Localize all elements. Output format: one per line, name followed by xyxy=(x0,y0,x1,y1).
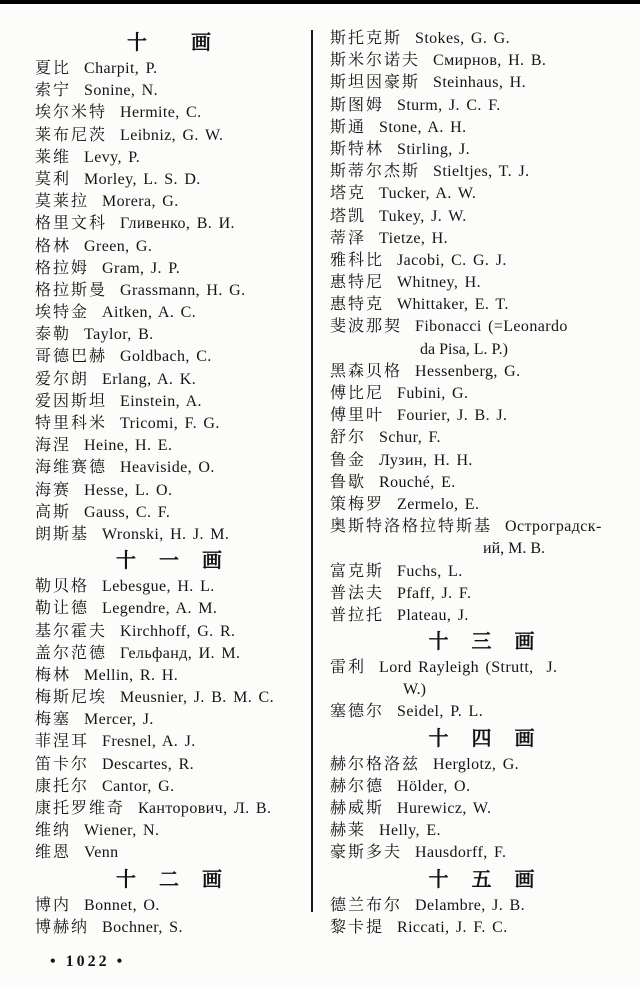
western-name: Tricomi, F. G. xyxy=(120,415,220,432)
index-entry xyxy=(35,435,305,457)
chinese-name: 格林 xyxy=(35,237,72,255)
index-entry xyxy=(330,820,635,842)
western-name: Lord Rayleigh (Strutt, J. xyxy=(379,659,558,677)
chinese-name: 黎卡提 xyxy=(330,918,385,936)
chinese-name: 塔凯 xyxy=(330,207,367,225)
index-entry xyxy=(35,621,305,643)
entry-continuation-line: da Pisa, L. P.) xyxy=(420,340,508,358)
chinese-name: 埃尔米特 xyxy=(35,104,108,122)
chinese-name: 鲁歇 xyxy=(330,473,367,491)
index-column-left xyxy=(35,28,305,939)
chinese-name: 维纳 xyxy=(35,822,72,840)
index-entry xyxy=(330,754,635,776)
index-entry xyxy=(35,280,305,302)
chinese-name: 格拉姆 xyxy=(35,259,90,277)
chinese-name: 惠特尼 xyxy=(330,274,385,292)
chinese-name: 夏比 xyxy=(35,60,72,77)
chinese-name: 海涅 xyxy=(35,437,72,455)
index-entry xyxy=(330,361,635,383)
western-name: Seidel, P. L. xyxy=(397,703,484,721)
western-name: Helly, E. xyxy=(379,822,441,840)
chinese-name: 爱因斯坦 xyxy=(35,392,108,410)
index-entry xyxy=(35,917,305,939)
western-name: Tietze, H. xyxy=(379,229,448,247)
index-entry xyxy=(330,272,635,294)
western-name: Levy, P. xyxy=(84,148,141,166)
western-name: Delambre, J. B. xyxy=(415,896,525,914)
western-name: Fourier, J. B. J. xyxy=(397,407,508,425)
index-entry xyxy=(35,346,305,368)
index-entry xyxy=(330,50,635,72)
chinese-name: 傅比尼 xyxy=(330,385,385,402)
index-entry xyxy=(35,369,305,391)
western-name: Morera, G. xyxy=(102,193,179,211)
western-name: Gram, J. P. xyxy=(102,259,181,277)
page-number: • 1022 • xyxy=(50,953,126,970)
chinese-name: 梅林 xyxy=(35,666,72,684)
index-entry xyxy=(330,427,635,449)
chinese-name: 朗斯基 xyxy=(35,525,90,543)
chinese-name: 斯通 xyxy=(330,118,367,136)
chinese-name: 斯托克斯 xyxy=(330,30,403,47)
chinese-name: 埃特金 xyxy=(35,304,90,322)
chinese-name: 特里科米 xyxy=(35,415,108,432)
western-name: Fubini, G. xyxy=(397,385,469,402)
western-name: Riccati, J. F. C. xyxy=(397,918,508,936)
chinese-name: 惠特克 xyxy=(330,296,385,314)
western-name: Aitken, A. C. xyxy=(102,304,197,322)
western-name: Green, G. xyxy=(84,237,153,255)
chinese-name: 斯米尔诺夫 xyxy=(330,52,421,70)
chinese-name: 博赫纳 xyxy=(35,918,90,936)
western-name: Erlang, A. K. xyxy=(102,370,197,388)
western-name: Descartes, R. xyxy=(102,755,195,773)
index-entry xyxy=(330,605,635,627)
index-entry xyxy=(330,183,635,205)
western-name: Hurewicz, W. xyxy=(397,800,492,817)
western-name: Sturm, J. C. F. xyxy=(397,96,501,114)
western-name: Fuchs, L. xyxy=(397,562,463,580)
western-name: Schur, F. xyxy=(379,429,441,447)
index-entry xyxy=(330,472,635,494)
index-entry xyxy=(35,754,305,776)
chinese-name: 蒂泽 xyxy=(330,229,367,247)
chinese-name: 斯坦因豪斯 xyxy=(330,74,421,92)
western-name: Whitney, H. xyxy=(397,274,482,292)
western-name: Kirchhoff, G. R. xyxy=(120,622,236,640)
western-name: Stone, A. H. xyxy=(379,118,467,136)
western-name: Morley, L. S. D. xyxy=(84,170,201,188)
index-entry xyxy=(35,58,305,80)
chinese-name: 基尔霍夫 xyxy=(35,622,108,640)
index-entry xyxy=(35,502,305,524)
western-name: Mellin, R. H. xyxy=(84,666,179,684)
chinese-name: 梅斯尼埃 xyxy=(35,689,108,707)
western-name: Канторович, Л. В. xyxy=(138,800,272,817)
western-name: Grassmann, H. G. xyxy=(120,281,246,299)
chinese-name: 塔克 xyxy=(330,185,367,203)
chinese-name: 哥德巴赫 xyxy=(35,348,108,366)
western-name: Einstein, A. xyxy=(120,392,202,410)
index-entry xyxy=(35,125,305,147)
western-name: Gauss, C. F. xyxy=(84,503,171,521)
stroke-section-header: 十 画 xyxy=(127,32,213,54)
index-entry xyxy=(35,413,305,435)
western-name: Goldbach, C. xyxy=(120,348,212,366)
stroke-section-header: 十 一 画 xyxy=(116,550,224,573)
index-entry xyxy=(35,169,305,191)
western-name: Bonnet, O. xyxy=(84,896,160,914)
western-name: Stieltjes, T. J. xyxy=(433,163,530,181)
western-name: Остроградск- xyxy=(505,518,602,536)
western-name: Гельфанд, И. М. xyxy=(120,644,241,662)
chinese-name: 勒让德 xyxy=(35,600,90,618)
chinese-name: 莫莱拉 xyxy=(35,193,90,211)
index-entry xyxy=(330,228,635,250)
index-entry xyxy=(35,191,305,213)
western-name: Sonine, N. xyxy=(84,82,159,100)
scan-top-edge xyxy=(0,0,640,4)
western-name: Rouché, E. xyxy=(379,473,456,491)
index-entry xyxy=(35,820,305,842)
index-entry xyxy=(330,701,635,723)
entry-continuation-line: W.) xyxy=(403,681,426,699)
index-entry xyxy=(35,576,305,598)
chinese-name: 康托尔 xyxy=(35,777,90,795)
chinese-name: 海赛 xyxy=(35,481,72,499)
western-name: Hermite, C. xyxy=(120,104,202,122)
western-name: Лузин, Н. Н. xyxy=(379,451,473,469)
index-entry xyxy=(330,776,635,798)
index-entry xyxy=(330,161,635,183)
western-name: Stirling, J. xyxy=(397,140,471,158)
western-name: Leibniz, G. W. xyxy=(120,126,224,144)
index-entry xyxy=(330,583,635,605)
index-entry xyxy=(330,405,635,427)
western-name: Charpit, P. xyxy=(84,60,158,77)
index-entry xyxy=(330,516,635,538)
western-name: Herglotz, G. xyxy=(433,755,520,773)
chinese-name: 笛卡尔 xyxy=(35,755,90,773)
index-entry xyxy=(330,294,635,316)
index-entry xyxy=(35,524,305,546)
chinese-name: 普法夫 xyxy=(330,584,385,602)
western-name: Zermelo, E. xyxy=(397,495,480,513)
western-name: Heaviside, O. xyxy=(120,459,215,477)
index-entry xyxy=(330,117,635,139)
western-name: Steinhaus, H. xyxy=(433,74,526,92)
western-name: Tukey, J. W. xyxy=(379,207,467,225)
chinese-name: 索宁 xyxy=(35,82,72,100)
index-entry xyxy=(35,457,305,479)
index-entry xyxy=(35,798,305,820)
stroke-section-header: 十 五 画 xyxy=(428,868,537,891)
chinese-name: 莫利 xyxy=(35,170,72,188)
chinese-name: 维恩 xyxy=(35,844,72,862)
index-entry xyxy=(35,776,305,798)
chinese-name: 舒尔 xyxy=(330,429,367,447)
western-name: Pfaff, J. F. xyxy=(397,584,472,602)
chinese-name: 勒贝格 xyxy=(35,578,90,596)
chinese-name: 斐波那契 xyxy=(330,318,403,336)
western-name: Hölder, O. xyxy=(397,777,471,795)
index-entry xyxy=(35,842,305,864)
index-entry xyxy=(35,324,305,346)
index-entry xyxy=(35,302,305,324)
chinese-name: 策梅罗 xyxy=(330,495,385,513)
index-entry xyxy=(330,95,635,117)
chinese-name: 盖尔范德 xyxy=(35,644,108,662)
index-column-right xyxy=(330,28,635,939)
index-entry xyxy=(35,102,305,124)
western-name: Гливенко, В. И. xyxy=(120,215,235,233)
western-name: Jacobi, C. G. J. xyxy=(397,251,507,269)
index-entry xyxy=(35,147,305,169)
western-name: Legendre, A. M. xyxy=(102,600,218,618)
western-name: Wiener, N. xyxy=(84,822,160,840)
index-entry xyxy=(330,316,635,338)
chinese-name: 海维赛德 xyxy=(35,459,108,477)
chinese-name: 赫尔德 xyxy=(330,777,385,795)
index-entry xyxy=(330,383,635,405)
index-entry xyxy=(35,213,305,235)
chinese-name: 斯蒂尔杰斯 xyxy=(330,163,421,181)
chinese-name: 泰勒 xyxy=(35,326,72,344)
index-entry xyxy=(330,561,635,583)
western-name: Tucker, A. W. xyxy=(379,185,477,203)
index-entry xyxy=(330,494,635,516)
chinese-name: 豪斯多夫 xyxy=(330,844,403,862)
chinese-name: 黑森贝格 xyxy=(330,362,403,380)
western-name: Meusnier, J. B. M. C. xyxy=(120,689,275,707)
western-name: Hesse, L. O. xyxy=(84,481,173,499)
index-entry xyxy=(330,657,635,679)
stroke-section-header: 十 二 画 xyxy=(116,868,224,891)
index-entry xyxy=(35,709,305,731)
stroke-section-header: 十 三 画 xyxy=(428,631,537,654)
chinese-name: 普拉托 xyxy=(330,606,385,624)
index-entry xyxy=(330,250,635,272)
index-entry xyxy=(330,842,635,864)
index-entry xyxy=(330,139,635,161)
index-entry xyxy=(35,480,305,502)
chinese-name: 斯图姆 xyxy=(330,96,385,114)
western-name: Bochner, S. xyxy=(102,918,183,936)
western-name: Cantor, G. xyxy=(102,777,175,795)
chinese-name: 博内 xyxy=(35,896,72,914)
chinese-name: 鲁金 xyxy=(330,451,367,469)
chinese-name: 格拉斯曼 xyxy=(35,281,108,299)
chinese-name: 斯特林 xyxy=(330,140,385,158)
index-entry xyxy=(35,258,305,280)
chinese-name: 爱尔朗 xyxy=(35,370,90,388)
chinese-name: 雅科比 xyxy=(330,251,385,269)
column-divider-rule xyxy=(311,30,313,912)
index-entry xyxy=(35,643,305,665)
chinese-name: 康托罗维奇 xyxy=(35,800,126,817)
index-entry xyxy=(330,798,635,820)
chinese-name: 梅塞 xyxy=(35,711,72,729)
stroke-section-header: 十 四 画 xyxy=(428,727,537,750)
western-name: Hessenberg, G. xyxy=(415,362,521,380)
chinese-name: 菲涅耳 xyxy=(35,733,90,751)
chinese-name: 奥斯特洛格拉特斯基 xyxy=(330,518,493,536)
index-entry xyxy=(330,917,635,939)
chinese-name: 莱布尼茨 xyxy=(35,126,108,144)
western-name: Смирнов, Н. В. xyxy=(433,52,547,70)
chinese-name: 莱维 xyxy=(35,148,72,166)
chinese-name: 赫尔格洛兹 xyxy=(330,755,421,773)
chinese-name: 富克斯 xyxy=(330,562,385,580)
western-name: Plateau, J. xyxy=(397,606,469,624)
index-entry xyxy=(35,687,305,709)
index-entry xyxy=(35,895,305,917)
index-entry xyxy=(330,206,635,228)
western-name: Fresnel, A. J. xyxy=(102,733,196,751)
western-name: Lebesgue, H. L. xyxy=(102,578,215,596)
index-entry xyxy=(330,72,635,94)
index-entry xyxy=(35,80,305,102)
western-name: Heine, H. E. xyxy=(84,437,173,455)
index-entry xyxy=(35,665,305,687)
index-entry xyxy=(330,450,635,472)
western-name: Whittaker, E. T. xyxy=(397,296,509,314)
chinese-name: 德兰布尔 xyxy=(330,896,403,914)
index-entry xyxy=(330,895,635,917)
index-entry xyxy=(35,391,305,413)
chinese-name: 塞德尔 xyxy=(330,703,385,721)
index-entry xyxy=(35,731,305,753)
chinese-name: 高斯 xyxy=(35,503,72,521)
chinese-name: 雷利 xyxy=(330,659,367,677)
western-name: Mercer, J. xyxy=(84,711,154,729)
entry-continuation-line: ий, М. В. xyxy=(483,540,546,558)
western-name: Venn xyxy=(84,844,119,862)
chinese-name: 赫威斯 xyxy=(330,800,385,817)
index-entry xyxy=(35,598,305,620)
western-name: Fibonacci (=Leonardo xyxy=(415,318,568,336)
index-entry xyxy=(330,28,635,50)
chinese-name: 傅里叶 xyxy=(330,407,385,425)
western-name: Hausdorff, F. xyxy=(415,844,507,862)
chinese-name: 赫莱 xyxy=(330,822,367,840)
index-entry xyxy=(35,236,305,258)
western-name: Taylor, B. xyxy=(84,326,154,344)
chinese-name: 格里文科 xyxy=(35,215,108,233)
western-name: Wronski, H. J. M. xyxy=(102,525,230,543)
western-name: Stokes, G. G. xyxy=(415,30,510,47)
